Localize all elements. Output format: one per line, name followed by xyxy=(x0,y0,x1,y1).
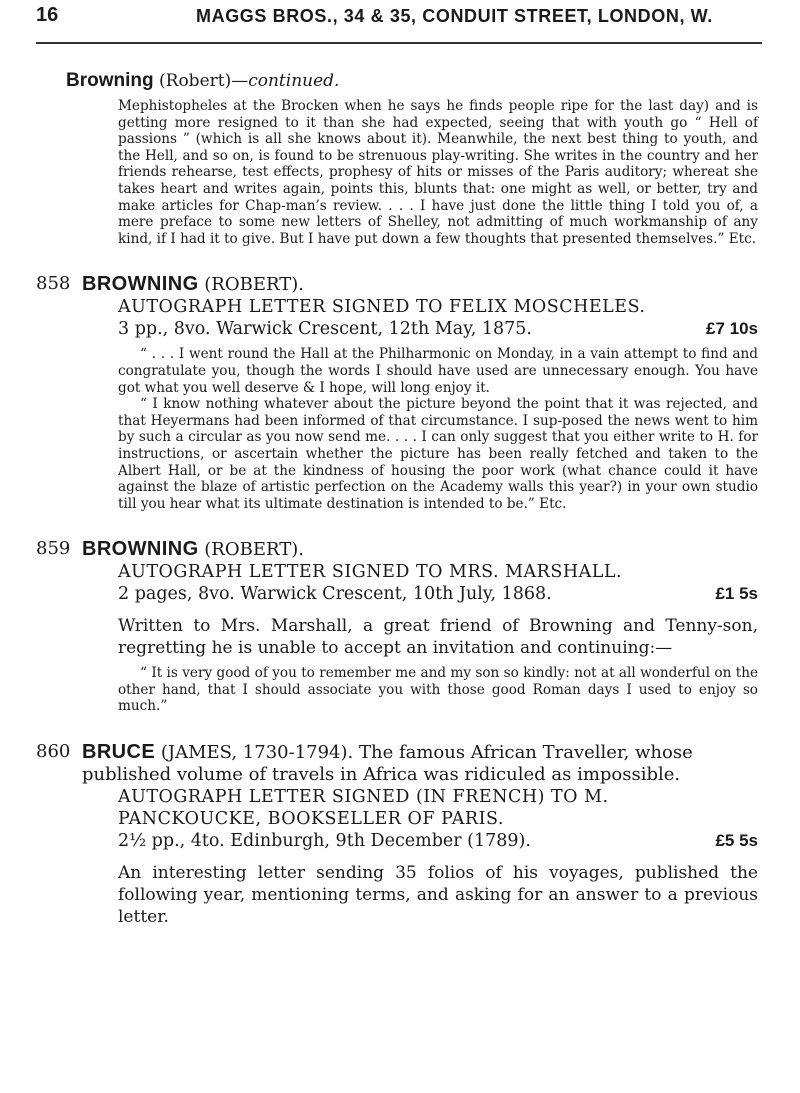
lot-collation xyxy=(118,318,758,340)
catalogue-page xyxy=(36,70,758,928)
lot-author-name: BROWNING xyxy=(82,273,199,296)
lot-author-rest: (ROBERT). xyxy=(204,539,304,561)
lot-number: 858 xyxy=(36,273,71,295)
lot-number: 859 xyxy=(36,538,71,560)
quote-paragraph: “ . . . I went round the Hall at the Philharmonic on Monday, in a vain attempt to find and congratulate you, though the words I should have used are unnecessary enough. You have got what you well deserve & I hope, will long enjoy it. xyxy=(118,346,758,396)
lot-description: An interesting letter sending 35 folios of his voyages, published the following year, mentioning terms, and asking for an answer to a previous letter. xyxy=(118,863,758,928)
quote-paragraph: “ It is very good of you to remember me and my son so kindly: not at all wonderful on the other hand, that I should associate you with those good Roman days I used to enjoy so much.” xyxy=(118,665,758,715)
lot-author-name: BROWNING xyxy=(82,538,199,561)
running-head-title: MAGGS BROS., 34 & 35, CONDUIT STREET, LONDON, W. xyxy=(196,6,713,26)
lot-author-rest: (ROBERT). xyxy=(204,274,304,296)
lot-price: £7 10s xyxy=(706,319,758,339)
page-number: 16 xyxy=(36,4,59,26)
lot-title: AUTOGRAPH LETTER SIGNED (IN FRENCH) TO M. PANCKOUCKE, BOOKSELLER OF PARIS. xyxy=(118,787,609,830)
lot-price: £1 5s xyxy=(715,584,758,604)
lot-quote xyxy=(118,665,758,715)
collation-text: 2 pages, 8vo. Warwick Crescent, 10th July, 1868. xyxy=(118,584,552,605)
continued-heading xyxy=(66,70,758,92)
header-rule xyxy=(36,42,762,44)
lot-price: £5 5s xyxy=(715,831,758,851)
lot-author xyxy=(82,273,758,296)
lot-entry-860 xyxy=(36,741,758,928)
lot-entry-858 xyxy=(36,273,758,512)
continued-author: Browning xyxy=(66,70,154,91)
collation-text: 3 pp., 8vo. Warwick Crescent, 12th May, 1875. xyxy=(118,319,532,340)
lot-author xyxy=(82,538,758,561)
continued-author-rest: (Robert)— xyxy=(159,71,249,91)
running-header xyxy=(0,0,800,36)
collation-text: 2½ pp., 4to. Edinburgh, 9th December (1789). xyxy=(118,831,531,852)
lot-title: AUTOGRAPH LETTER SIGNED TO MRS. MARSHALL. xyxy=(118,562,623,583)
lot-title: AUTOGRAPH LETTER SIGNED TO FELIX MOSCHELES. xyxy=(118,297,646,318)
quote-paragraph: “ I know nothing whatever about the picture beyond the point that it was rejected, and that Heyermans had been informed of that circumstance. I sup-posed the news went to him by such a circular as you now send me. . . . I can only suggest that you either write to H. for instructions, or ascertain whether the picture has been really fetched and taken to the Albert Hall, or be at the kindness of housing the poor work (what chance could it have against the blaze of artistic perfection on the Academy walls this year?) in your own studio till you hear what its ultimate destination is intended to be.” Etc. xyxy=(118,396,758,512)
continued-label: continued. xyxy=(248,71,340,91)
lot-author-rest: (JAMES, 1730-1794). The famous African Traveller, whose published volume of travels in Africa was ridiculed as impossible. xyxy=(82,742,693,786)
lot-author-name: BRUCE xyxy=(82,741,156,764)
lot-description: Written to Mrs. Marshall, a great friend of Browning and Tenny-son, regretting he is unable to accept an invitation and continuing:— xyxy=(118,616,758,659)
continued-quote: Mephistopheles at the Brocken when he says he finds people ripe for the last day) and is getting more resigned to it than she had expected, seeing that with youth go “ Hell of passions ” (which is all she knows about it). Meanwhile, the next best thing to youth, and the Hell, and so on, is found to be strenuous play-writing. She writes in the country and her friends rehearse, test effects, prophesy of hits or misses of the Paris auditory; whereat she takes heart and writes again, points this, blunts that: one might as well, or better, try and make articles for Chap-man’s review. . . . I have just done the little thing I told you of, a mere preface to some new letters of Shelley, not admitting of much workmanship of any kind, if I had it to give. But I have put down a few thoughts that presented themselves.” Etc. xyxy=(118,98,758,247)
lot-number: 860 xyxy=(36,741,71,763)
lot-entry-859 xyxy=(36,538,758,715)
lot-collation xyxy=(118,583,758,605)
lot-quote xyxy=(118,346,758,512)
lot-collation xyxy=(118,830,758,852)
continued-entry xyxy=(36,70,758,247)
lot-author xyxy=(82,741,758,786)
